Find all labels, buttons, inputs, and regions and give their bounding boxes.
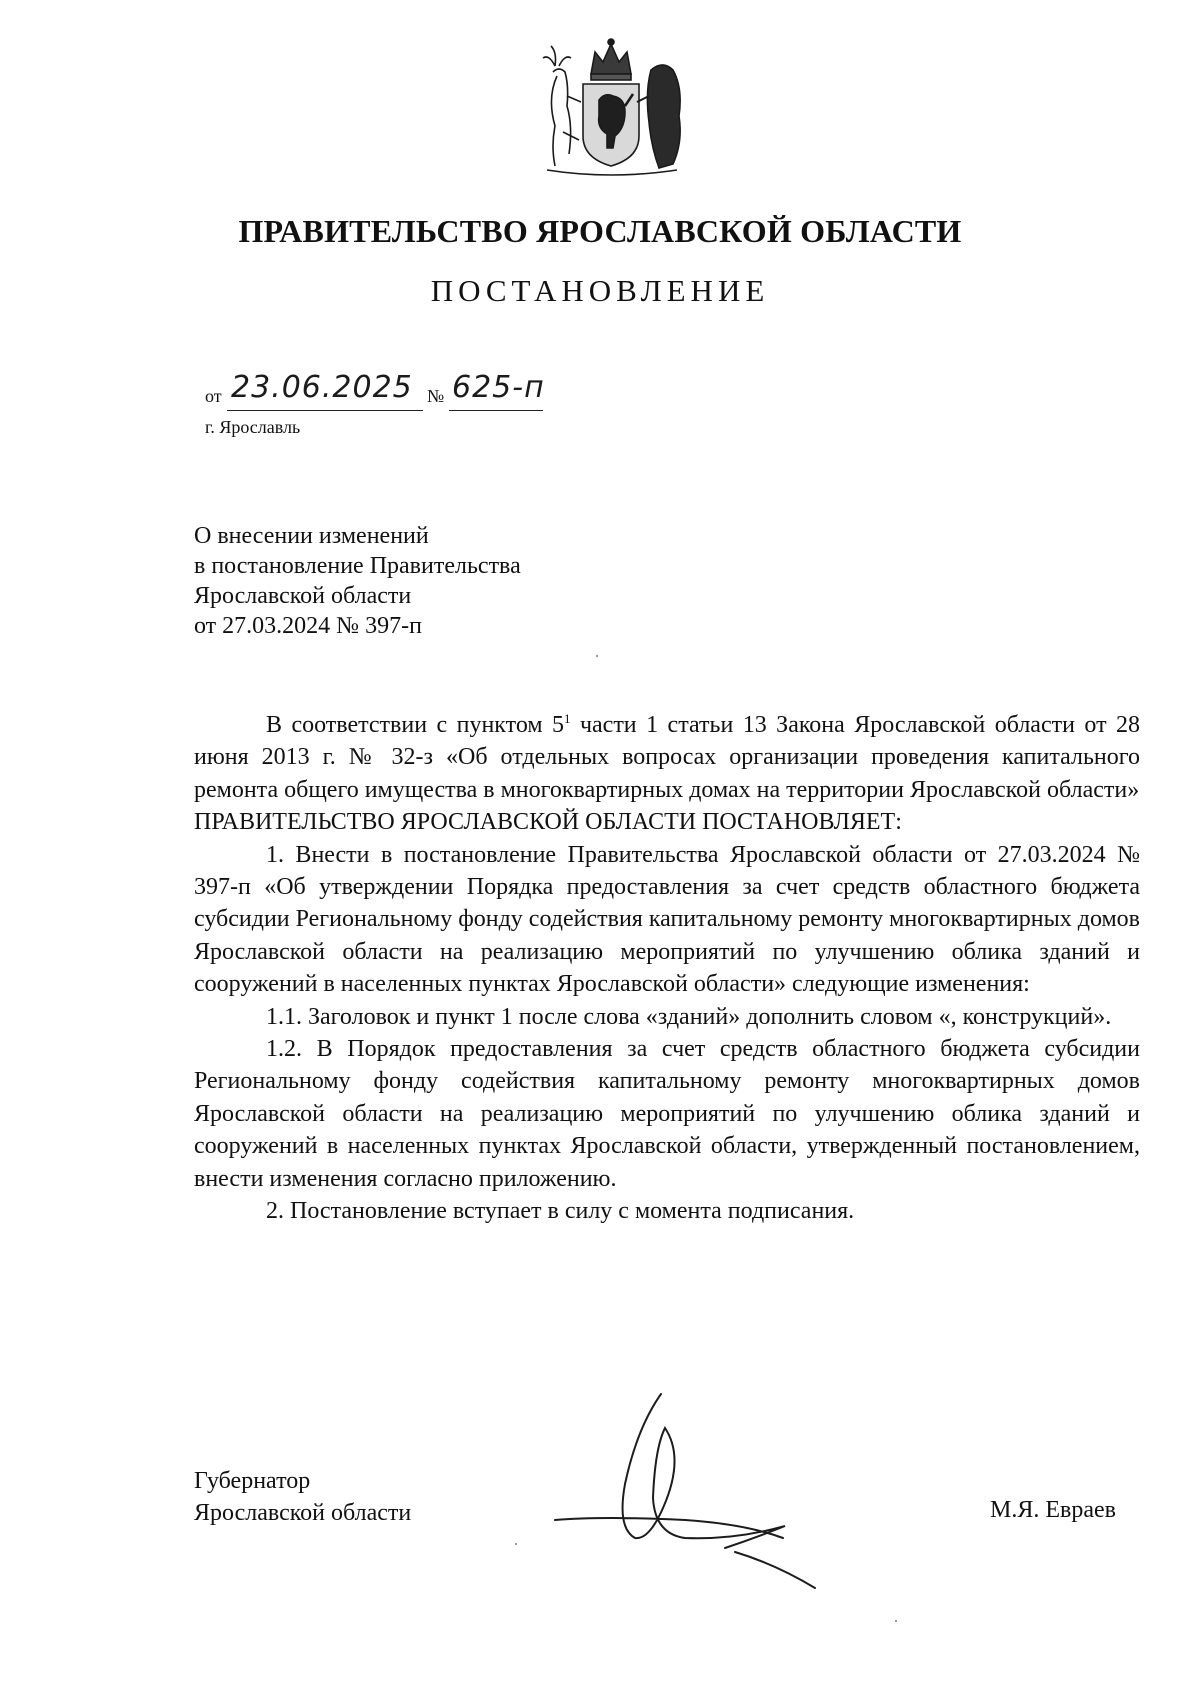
document-body <box>194 709 1140 1228</box>
subject-block <box>194 521 521 641</box>
handwritten-signature <box>545 1388 875 1598</box>
subject-line: Ярославской области <box>194 583 412 609</box>
scan-speck <box>895 1620 897 1622</box>
date-prefix: от <box>205 386 222 406</box>
number-prefix: № <box>427 386 445 406</box>
handwritten-number: 625-п <box>452 370 545 405</box>
number-underline <box>449 410 543 411</box>
preamble-start: В соответствии с пунктом 5 <box>266 712 564 738</box>
item-1: 1. Внести в постановление Правительства Ярославской области от 27.03.2024 № 397-п «Об утверждении Порядка предоставления за счет средств областного бюджета субсидии Региональному фонду содействия капитальному ремонту многоквартирных домов Ярославской области на реализацию мероприятий по улучшению облика зданий и сооружений в населенных пунктах Ярославской области» следующие изменения: <box>194 841 1141 998</box>
preamble-superscript: 1 <box>564 711 571 726</box>
subject-line: О внесении изменений <box>194 523 429 549</box>
subject-line: в постановление Правительства <box>194 553 521 579</box>
resolves-line: ПРАВИТЕЛЬСТВО ЯРОСЛАВСКОЙ ОБЛАСТИ ПОСТАНОВЛЯЕТ: <box>194 809 902 836</box>
organization-title: ПРАВИТЕЛЬСТВО ЯРОСЛАВСКОЙ ОБЛАСТИ <box>238 213 962 249</box>
date-underline <box>227 410 423 411</box>
subject-line: от 27.03.2024 № 397-п <box>194 613 422 639</box>
coat-of-arms-icon <box>533 36 689 180</box>
city: г. Ярославль <box>205 417 301 437</box>
item-2: 2. Постановление вступает в силу с момента подписания. <box>266 1198 855 1225</box>
signatory-name: М.Я. Евраев <box>990 1497 1116 1523</box>
item-1-2: 1.2. В Порядок предоставления за счет средств областного бюджета субсидии Региональному фонду содействия капитальному ремонту многоквартирных домов Ярославской области на реализацию мероприятий по улучшению облика зданий и сооружений в населенных пунктах Ярославской области, утвержденный постановлением, внести изменения согласно приложению. <box>194 1036 1140 1192</box>
signatory-role <box>194 1465 411 1529</box>
signatory-role-line: Ярославской области <box>194 1500 412 1526</box>
scan-speck <box>596 655 598 657</box>
document-type: ПОСТАНОВЛЕНИЕ <box>430 273 770 308</box>
item-1-1: 1.1. Заголовок и пункт 1 после слова «зданий» дополнить словом «, конструкций». <box>266 1003 1112 1030</box>
date-number-line <box>205 370 605 416</box>
scan-speck <box>515 1543 517 1545</box>
preamble-rest: части 1 статьи 13 Закона Ярославской области от 28 июня 2013 г. № 32-з «Об отдельных вопросах организации проведения капитального ремонта общего имущества в многоквартирных домах на территории Ярославской области» <box>194 712 1141 803</box>
preamble-paragraph <box>194 709 1140 806</box>
signatory-role-line: Губернатор <box>194 1468 311 1494</box>
handwritten-date: 23.06.2025 <box>231 370 413 405</box>
